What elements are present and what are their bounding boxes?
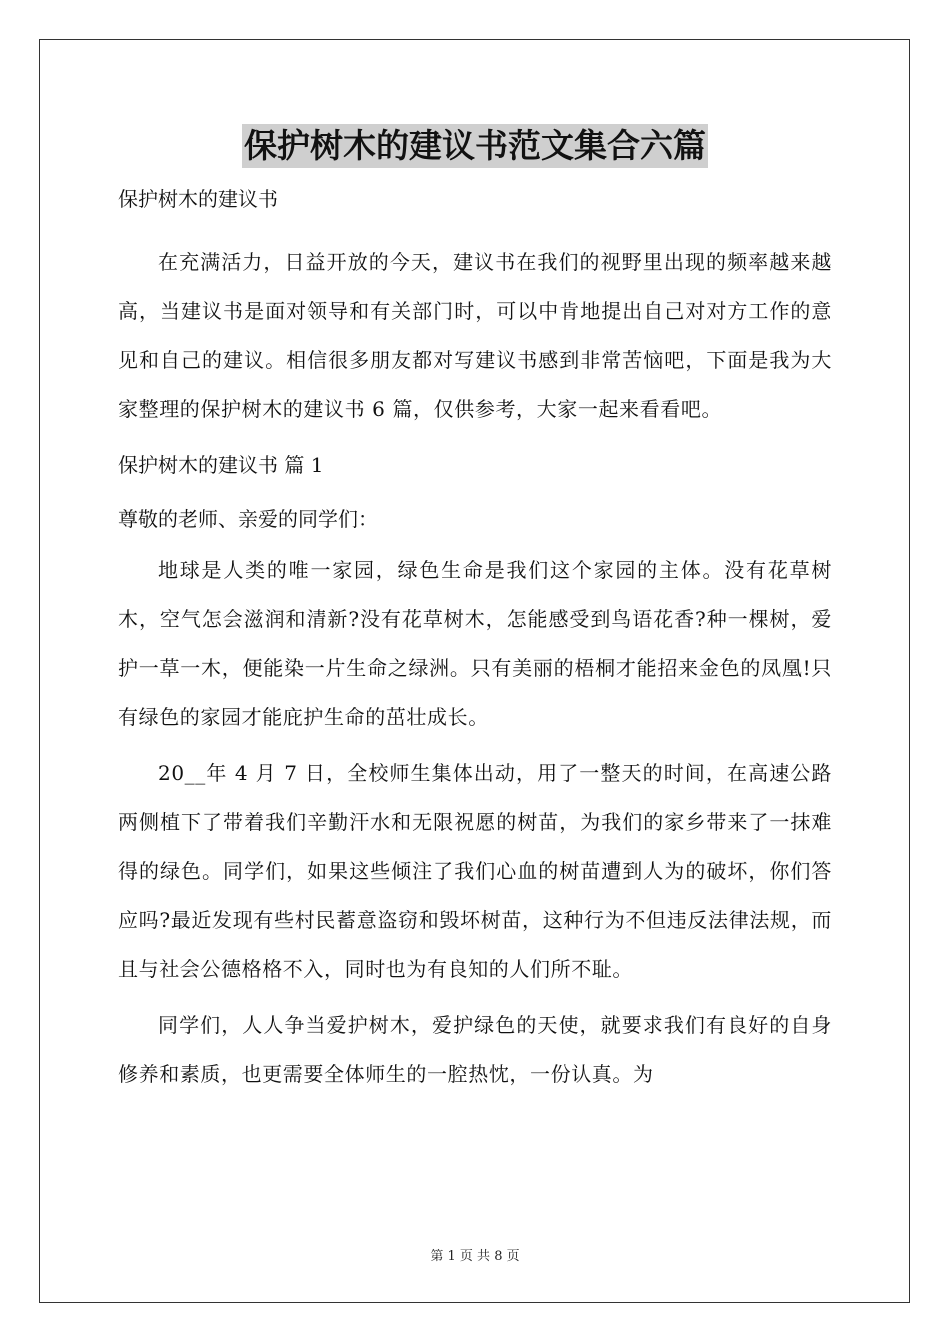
body-paragraph-1: 地球是人类的唯一家园，绿色生命是我们这个家园的主体。没有花草树木，空气怎会滋润和清新?没有花草树木，怎能感受到鸟语花香?种一棵树，爱护一草一木，便能染一片生命之绿洲。只有美丽的梧桐才能招来金色的凤凰!只有绿色的家园才能庇护生命的茁壮成长。 [118, 558, 832, 729]
page-footer: 第 1 页 共 8 页 [430, 1249, 520, 1264]
title-wrap [118, 124, 832, 170]
document-body [118, 124, 832, 1106]
section-heading: 保护树木的建议书 篇 1 [118, 453, 324, 477]
document-title: 保护树木的建议书范文集合六篇 [242, 124, 708, 168]
intro-paragraph: 在充满活力，日益开放的今天，建议书在我们的视野里出现的频率越来越高，当建议书是面对领导和有关部门时，可以中肯地提出自己对对方工作的意见和自己的建议。相信很多朋友都对写建议书感到非常苦恼吧，下面是我为大家整理的保护树木的建议书 6 篇，仅供参考，大家一起来看看吧。 [118, 250, 832, 421]
body-paragraph-3: 同学们，人人争当爱护树木，爱护绿色的天使，就要求我们有良好的自身修养和素质，也更需要全体师生的一腔热忱，一份认真。为 [118, 1013, 832, 1086]
document-subtitle: 保护树木的建议书 [118, 187, 278, 211]
letter-greeting: 尊敬的老师、亲爱的同学们： [118, 507, 378, 531]
body-paragraph-2: 20__年 4 月 7 日，全校师生集体出动，用了一整天的时间，在高速公路两侧植下了带着我们辛勤汗水和无限祝愿的树苗，为我们的家乡带来了一抹难得的绿色。同学们，如果这些倾注了我们心血的树苗遭到人为的破坏，你们答应吗?最近发现有些村民蓄意盗窃和毁坏树苗，这种行为不但违反法律法规，而且与社会公德格格不入，同时也为有良知的人们所不耻。 [118, 761, 832, 981]
